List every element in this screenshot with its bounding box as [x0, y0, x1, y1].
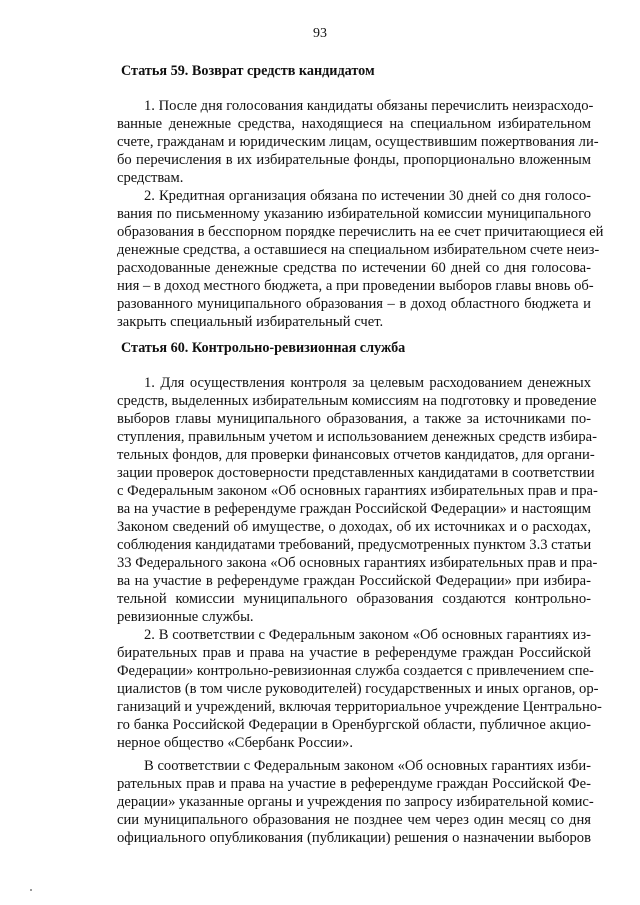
- article-60-line: выборов главы муниципального образования, а также за источниками по-: [117, 411, 591, 427]
- article-59-heading: Статья 59. Возврат средств кандидатом: [121, 63, 375, 79]
- article-60-heading: Статья 60. Контрольно-ревизионная служба: [121, 340, 406, 356]
- page-number: 93: [313, 26, 327, 41]
- scan-speck: [30, 889, 32, 891]
- article-59-line: средствам.: [117, 170, 184, 186]
- article-60-line: ревизионные службы.: [117, 609, 254, 625]
- article-59-line: бо перечисления в их избирательные фонды, пропорционально вложенным: [117, 152, 591, 168]
- article-60-line: Законом сведений об имуществе, о доходах, об их источниках и о расходах,: [117, 519, 591, 535]
- article-60-line: ва на участие в референдуме граждан Российской Федерации» и настоящим: [117, 501, 591, 517]
- article-59-line: счете, гражданам и юридическим лицам, осуществившим пожертвования ли-: [117, 134, 599, 150]
- article-60-line: 33 Федерального закона «Об основных гарантиях избирательных прав и пра-: [117, 555, 598, 571]
- article-60-line: ступления, правильным учетом и использованием денежных средств избира-: [117, 429, 597, 445]
- article-59-line: расходованные денежные средства по истечении 60 дней со дня голосова-: [117, 260, 591, 276]
- article-60-line: средств, выделенных избирательным комиссиям на подготовку и проведение: [117, 393, 597, 409]
- article-60-line: В соответствии с Федеральным законом «Об основных гарантиях изби-: [144, 758, 591, 774]
- article-60-line: Федерации» контрольно-ревизионная служба создается с привлечением спе-: [117, 663, 594, 679]
- article-59-line: вания по письменному указанию избирательной комиссии муниципального: [117, 206, 591, 222]
- article-60-line: ва на участие в референдуме граждан Российской Федерации» при избира-: [117, 573, 591, 589]
- article-60-line: тельных фондов, для проверки финансовых отчетов кандидатов, для органи-: [117, 447, 595, 463]
- article-59-line: 2. Кредитная организация обязана по истечении 30 дней со дня голосо-: [144, 188, 591, 204]
- article-59-line: 1. После дня голосования кандидаты обязаны перечислить неизрасходо-: [144, 98, 594, 114]
- article-60-line: рательных прав и права на участие в референдуме граждан Российской Фе-: [117, 776, 591, 792]
- article-59-line: закрыть специальный избирательный счет.: [117, 314, 384, 330]
- article-60-line: сии муниципального образования не позднее чем через один месяц со дня: [117, 812, 591, 828]
- article-60-line: соблюдения кандидатами требований, предусмотренных пунктом 3.3 статьи: [117, 537, 592, 553]
- article-60-line: бирательных прав и права на участие в референдуме граждан Российской: [117, 645, 591, 661]
- article-59-line: образования в бесспорном порядке перечислить на ее счет причитающиеся ей: [117, 224, 604, 240]
- article-60-line: зации проверок достоверности представленных кандидатами в соответствии: [117, 465, 595, 481]
- article-60-line: 1. Для осуществления контроля за целевым расходованием денежных: [144, 375, 591, 391]
- article-60-line: с Федеральным законом «Об основных гарантиях избирательных прав и пра-: [117, 483, 598, 499]
- article-60-line: го банка Российской Федерации в Оренбургской области, публичное акцио-: [117, 717, 591, 733]
- article-60-line: нерное общество «Сбербанк России».: [117, 735, 353, 751]
- article-60-line: тельной комиссии муниципального образования создаются контрольно-: [117, 591, 591, 607]
- article-60-line: ганизаций и учреждений, включая территориальное учреждение Центрально-: [117, 699, 602, 715]
- article-60-line: официального опубликования (публикации) решения о назначении выборов: [117, 830, 591, 846]
- article-59-line: ния – в доход местного бюджета, а при проведении выборов главы вновь об-: [117, 278, 594, 294]
- article-60-line: дерации» указанные органы и учреждения по запросу избирательной комис-: [117, 794, 594, 810]
- article-60-line: циалистов (в том числе руководителей) государственных и иных органов, ор-: [117, 681, 599, 697]
- article-59-line: разованного муниципального образования – в доход областного бюджета и: [117, 296, 591, 312]
- article-59-line: денежные средства, а оставшиеся на специальном избирательном счете неиз-: [117, 242, 600, 258]
- article-60-line: 2. В соответствии с Федеральным законом «Об основных гарантиях из-: [144, 627, 591, 643]
- article-59-line: ванные денежные средства, находящиеся на специальном избирательном: [117, 116, 591, 132]
